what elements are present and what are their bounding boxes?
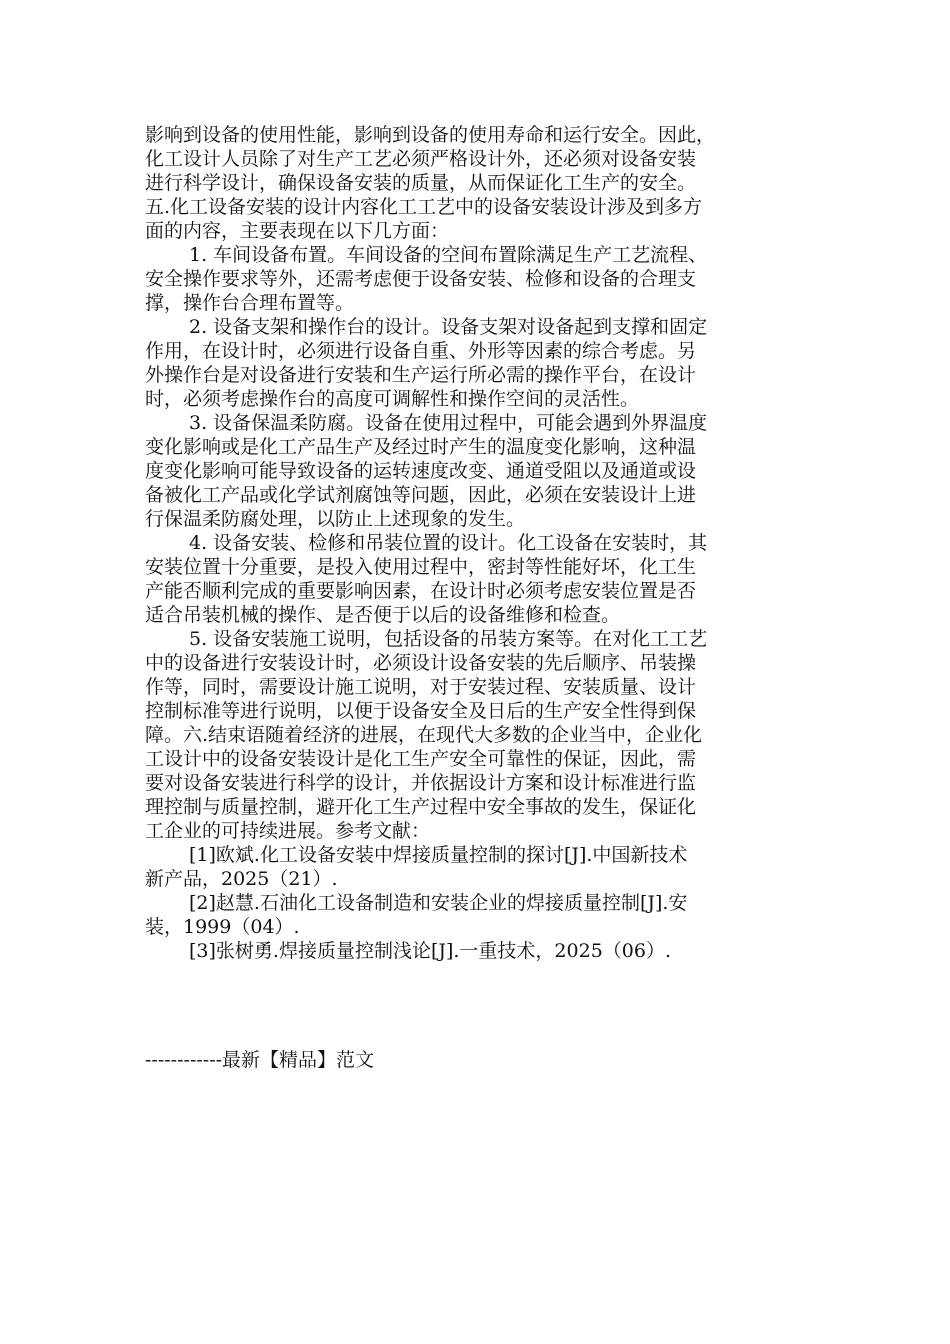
text-line: 工设计中的设备安装设计是化工生产安全可靠性的保证，因此，需 xyxy=(145,748,697,770)
text-line: 1. 车间设备布置。车间设备的空间布置除满足生产工艺流程、 xyxy=(189,244,708,266)
text-line: 工企业的可持续进展。参考文献： xyxy=(145,820,431,842)
text-line: [1]欧斌.化工设备安装中焊接质量控制的探讨[J].中国新技术 xyxy=(189,844,688,866)
text-line: [3]张树勇.焊接质量控制浅论[J].一重技术，2025（06）. xyxy=(189,940,672,962)
text-line: 安装位置十分重要，是投入使用过程中，密封等性能好坏，化工生 xyxy=(145,556,697,578)
text-line: 进行科学设计，确保设备安装的质量，从而保证化工生产的安全。 xyxy=(145,172,697,194)
text-line: 障。六.结束语随着经济的进展，在现代大多数的企业当中，企业化 xyxy=(145,724,703,746)
text-line: 5. 设备安装施工说明，包括设备的吊装方案等。在对化工工艺 xyxy=(189,628,708,650)
text-line: 控制标准等进行说明，以便于设备安全及日后的生产安全性得到保 xyxy=(145,700,697,722)
text-line: 要对设备安装进行科学的设计，并依据设计方案和设计标准进行监 xyxy=(145,772,697,794)
text-line: 产能否顺利完成的重要影响因素，在设计时必须考虑安装位置是否 xyxy=(145,580,697,602)
text-line: 3. 设备保温柔防腐。设备在使用过程中，可能会遇到外界温度 xyxy=(189,412,708,434)
text-line: 2. 设备支架和操作台的设计。设备支架对设备起到支撑和固定 xyxy=(189,316,708,338)
text-line: 新产品，2025（21）. xyxy=(145,868,338,890)
text-line: 五.化工设备安装的设计内容化工工艺中的设备安装设计涉及到多方 xyxy=(145,196,703,218)
text-line: 装，1999（04）. xyxy=(145,916,300,938)
text-line: 时，必须考虑操作台的高度可调解性和操作空间的灵活性。 xyxy=(145,388,640,410)
text-line: 备被化工产品或化学试剂腐蚀等问题，因此，必须在安装设计上进 xyxy=(145,484,697,506)
text-line: 作等，同时，需要设计施工说明，对于安装过程、安装质量、设计 xyxy=(145,676,697,698)
text-line: [2]赵慧.石油化工设备制造和安装企业的焊接质量控制[J].安 xyxy=(189,892,688,914)
text-line: 度变化影响可能导致设备的运转速度改变、通道受阻以及通道或设 xyxy=(145,460,697,482)
text-line: 中的设备进行安装设计时，必须设计设备安装的先后顺序、吊装操 xyxy=(145,652,697,674)
footer-label: ------------最新【精品】范文 xyxy=(145,1049,375,1071)
text-line: 作用，在设计时，必须进行设备自重、外形等因素的综合考虑。另 xyxy=(145,340,697,362)
text-line: 安全操作要求等外，还需考虑便于设备安装、检修和设备的合理支 xyxy=(145,268,697,290)
text-line: 理控制与质量控制，避开化工生产过程中安全事故的发生，保证化 xyxy=(145,796,697,818)
text-line: 影响到设备的使用性能，影响到设备的使用寿命和运行安全。因此， xyxy=(145,124,716,146)
text-line: 变化影响或是化工产品生产及经过时产生的温度变化影响，这种温 xyxy=(145,436,697,458)
text-line: 面的内容，主要表现在以下几方面： xyxy=(145,220,450,242)
text-line: 撑，操作台合理布置等。 xyxy=(145,292,355,314)
text-line: 行保温柔防腐处理，以防止上述现象的发生。 xyxy=(145,508,526,530)
text-line: 外操作台是对设备进行安装和生产运行所必需的操作平台，在设计 xyxy=(145,364,697,386)
text-line: 适合吊装机械的操作、是否便于以后的设备维修和检查。 xyxy=(145,604,621,626)
text-line: 化工设计人员除了对生产工艺必须严格设计外，还必须对设备安装 xyxy=(145,148,697,170)
document-body xyxy=(145,123,817,963)
text-line: 4. 设备安装、检修和吊装位置的设计。化工设备在安装时，其 xyxy=(189,532,708,554)
